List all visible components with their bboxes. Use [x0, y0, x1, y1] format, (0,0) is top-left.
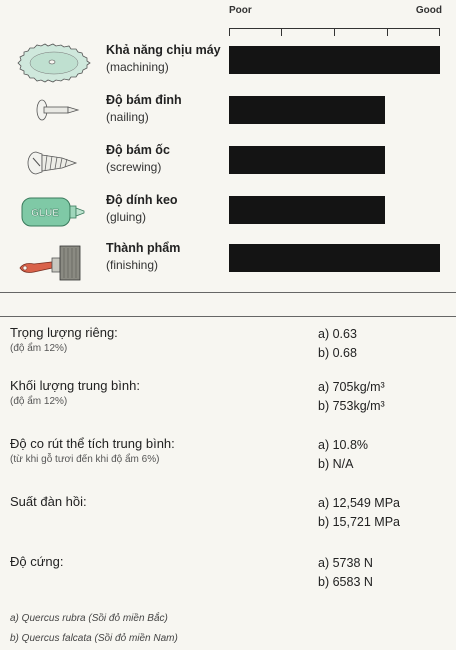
property-values: [318, 494, 400, 532]
section-divider: [0, 292, 456, 293]
rating-label-en: (finishing): [106, 258, 159, 272]
value-a: a) 0.63: [318, 327, 357, 341]
value-a: a) 705kg/m³: [318, 380, 385, 394]
saw-blade-icon: [14, 40, 94, 86]
screw-icon: [14, 140, 94, 186]
rating-scale-labels: [229, 5, 440, 19]
property-title: Độ co rút thể tích trung bình:: [10, 436, 175, 451]
section-divider: [0, 316, 456, 317]
rating-label: [106, 192, 178, 226]
rating-label-en: (machining): [106, 60, 169, 74]
rating-bar: [229, 146, 385, 174]
rating-bar-track: [229, 244, 440, 272]
footnote-a: a) Quercus rubra (Sồi đỏ miền Bắc): [10, 613, 168, 624]
rating-label-en: (screwing): [106, 160, 162, 174]
value-a: a) 12,549 MPa: [318, 496, 400, 510]
rating-label: [106, 42, 221, 76]
rating-row-machining: [0, 40, 456, 86]
glue-label-text: GLUE: [31, 208, 59, 219]
property-values: [318, 554, 373, 592]
property-subtitle: (độ ẩm 12%): [10, 396, 68, 407]
property-subtitle: (độ ẩm 12%): [10, 343, 68, 354]
rating-row-finishing: [0, 238, 456, 284]
glue-bottle-icon: [14, 190, 94, 236]
scale-tick: [387, 28, 388, 36]
rating-bar: [229, 244, 440, 272]
property-values: [318, 378, 385, 416]
value-b: b) 0.68: [318, 346, 357, 360]
property-title: Khối lượng trung bình:: [10, 378, 140, 393]
property-specific-gravity: [10, 325, 450, 360]
rating-label-en: (nailing): [106, 110, 149, 124]
scale-good-label: Good: [415, 5, 442, 16]
rating-label: [106, 240, 180, 274]
scale-tick: [229, 28, 230, 36]
scale-poor-label: Poor: [229, 5, 252, 16]
rating-label-en: (gluing): [106, 210, 147, 224]
rating-label-vi: Độ bám ốc: [106, 143, 170, 157]
property-average-density: [10, 378, 450, 413]
rating-scale-axis: [229, 25, 440, 37]
rating-label: [106, 92, 182, 126]
rating-label-vi: Độ bám đinh: [106, 93, 182, 107]
property-hardness: [10, 554, 450, 589]
property-title: Trọng lượng riêng:: [10, 325, 118, 340]
rating-bar-track: [229, 96, 440, 124]
nail-icon: [14, 90, 94, 136]
property-values: [318, 436, 368, 474]
value-b: b) 15,721 MPa: [318, 515, 400, 529]
rating-bar: [229, 46, 440, 74]
scale-tick: [334, 28, 335, 36]
value-b: b) N/A: [318, 457, 354, 471]
rating-row-gluing: [0, 190, 456, 236]
footnote-b: b) Quercus falcata (Sồi đỏ miền Nam): [10, 633, 178, 644]
rating-label: [106, 142, 170, 176]
rating-bar: [229, 96, 385, 124]
rating-label-vi: Khả năng chịu máy: [106, 43, 221, 57]
rating-bar-track: [229, 46, 440, 74]
footnotes: [10, 609, 178, 649]
rating-row-nailing: [0, 90, 456, 136]
property-title: Suất đàn hồi:: [10, 494, 87, 509]
scale-tick: [281, 28, 282, 36]
scale-tick: [439, 28, 440, 36]
paintbrush-icon: [14, 238, 94, 284]
rating-bar-track: [229, 196, 440, 224]
value-a: a) 5738 N: [318, 556, 373, 570]
property-subtitle: (từ khi gỗ tươi đến khi độ ẩm 6%): [10, 454, 160, 465]
rating-label-vi: Thành phẩm: [106, 241, 181, 255]
property-values: [318, 325, 357, 363]
rating-bar: [229, 196, 385, 224]
value-b: b) 753kg/m³: [318, 399, 385, 413]
property-volumetric-shrinkage: [10, 436, 450, 471]
rating-row-screwing: [0, 140, 456, 186]
property-title: Độ cứng:: [10, 554, 64, 569]
value-b: b) 6583 N: [318, 575, 373, 589]
value-a: a) 10.8%: [318, 438, 369, 452]
property-elastic-modulus: [10, 494, 450, 529]
rating-bar-track: [229, 146, 440, 174]
rating-label-vi: Độ dính keo: [106, 193, 178, 207]
